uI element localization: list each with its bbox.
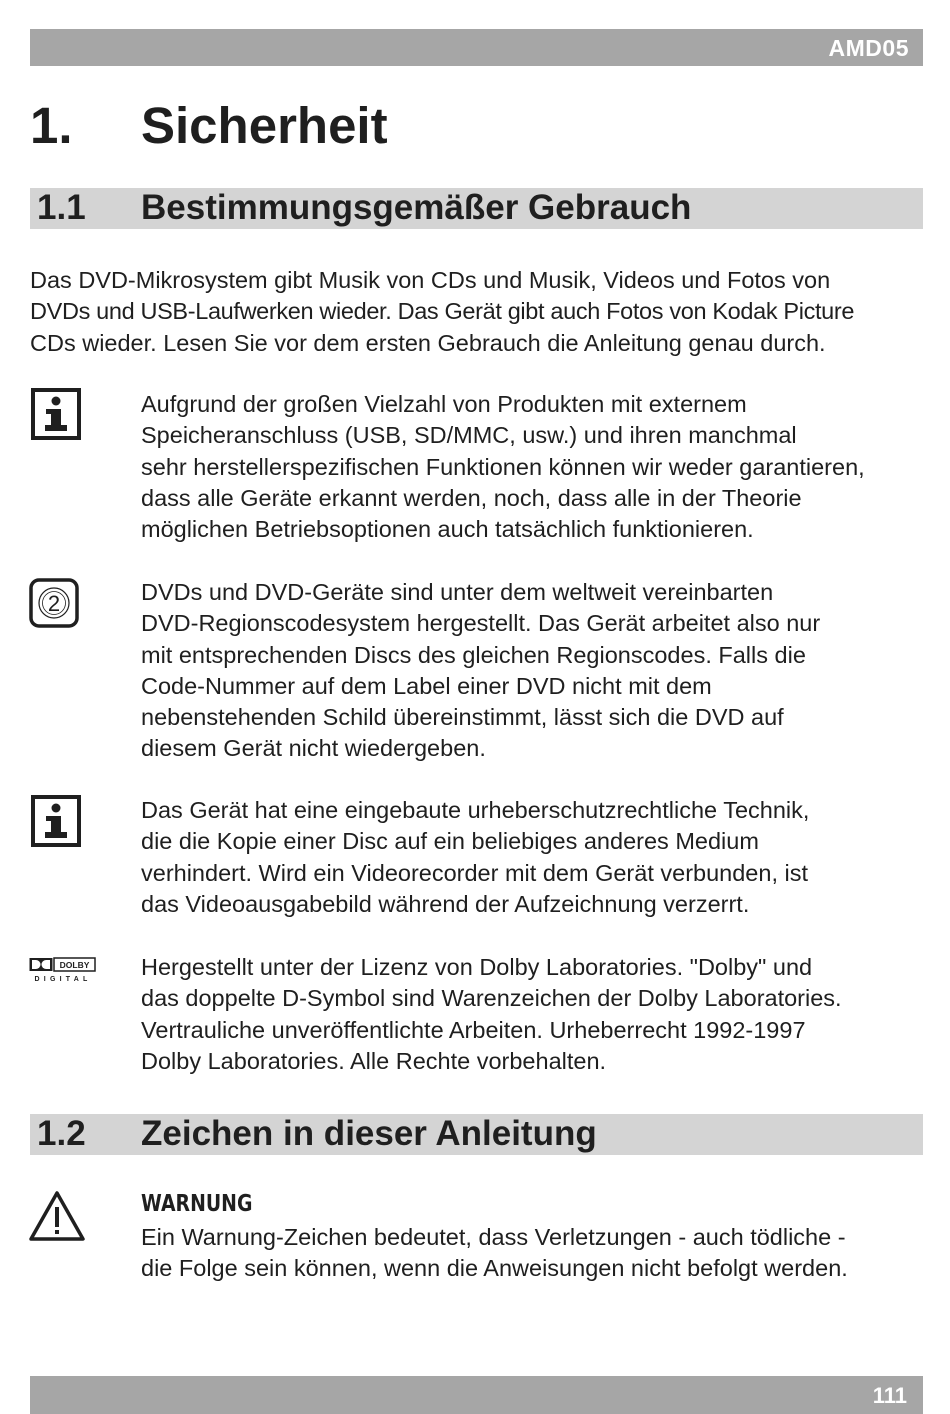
header-bar bbox=[30, 29, 923, 66]
page-number: 111 bbox=[872, 1383, 907, 1408]
text-line: sehr herstellerspezifischen Funktionen können wir weder garantieren, bbox=[141, 453, 865, 480]
text-line: Dolby Laboratories. Alle Rechte vorbehalten. bbox=[141, 1047, 607, 1074]
text-line: Aufgrund der großen Vielzahl von Produkten mit externem bbox=[141, 391, 747, 417]
text-line: DVDs und USB-Laufwerken wieder. Das Gerät gibt auch Fotos von Kodak Picture bbox=[30, 298, 855, 325]
model-code: AMD05 bbox=[828, 35, 909, 61]
chapter-heading: Sicherheit bbox=[141, 97, 388, 154]
note-copy-protection bbox=[141, 795, 931, 920]
info-icon bbox=[31, 388, 81, 445]
svg-text:DIGITAL: DIGITAL bbox=[34, 976, 92, 983]
section-heading-1-1 bbox=[30, 188, 923, 229]
section-number: 1.2 bbox=[37, 1114, 86, 1153]
info-icon bbox=[31, 795, 81, 852]
text-line: das Videoausgabebild während der Aufzeichnung verzerrt. bbox=[141, 890, 750, 917]
text-line: Das DVD-Mikrosystem gibt Musik von CDs und Musik, Videos und Fotos von bbox=[30, 267, 831, 293]
intro-paragraph bbox=[30, 265, 930, 359]
dolby-digital-logo bbox=[29, 957, 97, 988]
text-line: Code-Nummer auf dem Label einer DVD nicht mit dem bbox=[141, 672, 712, 699]
text-line: die Folge sein können, wenn die Anweisungen nicht befolgt werden. bbox=[141, 1255, 848, 1282]
text-line: mit entsprechenden Discs des gleichen Regionscodes. Falls die bbox=[141, 641, 806, 668]
section-title: Bestimmungsgemäßer Gebrauch bbox=[141, 188, 692, 227]
text-line: verhindert. Wird ein Videorecorder mit dem Gerät verbunden, ist bbox=[141, 859, 809, 886]
section-heading-1-2 bbox=[30, 1114, 923, 1155]
chapter-number: 1. bbox=[30, 97, 73, 154]
region-number: 2 bbox=[47, 591, 61, 616]
warning-text bbox=[141, 1222, 931, 1285]
region-code-icon bbox=[29, 578, 79, 633]
warning-triangle-icon bbox=[28, 1189, 86, 1248]
footer-bar bbox=[30, 1376, 923, 1414]
text-line: die die Kopie einer Disc auf ein beliebiges anderes Medium bbox=[141, 828, 759, 855]
section-number: 1.1 bbox=[37, 188, 86, 227]
note-region-code bbox=[141, 577, 931, 765]
text-line: das doppelte D-Symbol sind Warenzeichen der Dolby Laboratories. bbox=[141, 985, 842, 1012]
text-line: diesem Gerät nicht wiedergeben. bbox=[141, 735, 486, 762]
svg-text:DOLBY: DOLBY bbox=[59, 960, 90, 970]
text-line: DVD-Regionscodesystem hergestellt. Das Gerät arbeitet also nur bbox=[141, 610, 821, 637]
text-line: Das Gerät hat eine eingebaute urheberschutzrechtliche Technik, bbox=[141, 797, 810, 823]
text-line: Vertrauliche unveröffentlichte Arbeiten. Urheberrecht 1992-1997 bbox=[141, 1016, 806, 1043]
text-line: nebenstehenden Schild übereinstimmt, lässt sich die DVD auf bbox=[141, 704, 784, 731]
text-line: Ein Warnung-Zeichen bedeutet, dass Verletzungen - auch tödliche - bbox=[141, 1224, 846, 1250]
warning-title: WARNUNG bbox=[141, 1191, 253, 1217]
text-line: Speicheranschluss (USB, SD/MMC, usw.) und ihren manchmal bbox=[141, 422, 797, 449]
text-line: CDs wieder. Lesen Sie vor dem ersten Gebrauch die Anleitung genau durch. bbox=[30, 329, 826, 356]
text-line: möglichen Betriebsoptionen auch tatsächlich funktionieren. bbox=[141, 516, 754, 543]
note-dolby-license bbox=[141, 952, 936, 1077]
text-line: DVDs und DVD-Geräte sind unter dem weltweit vereinbarten bbox=[141, 579, 774, 605]
note-info-storage bbox=[141, 389, 931, 545]
text-line: Hergestellt unter der Lizenz von Dolby Laboratories. "Dolby" und bbox=[141, 954, 813, 980]
section-title: Zeichen in dieser Anleitung bbox=[141, 1114, 597, 1153]
text-line: dass alle Geräte erkannt werden, noch, dass alle in der Theorie bbox=[141, 484, 802, 511]
